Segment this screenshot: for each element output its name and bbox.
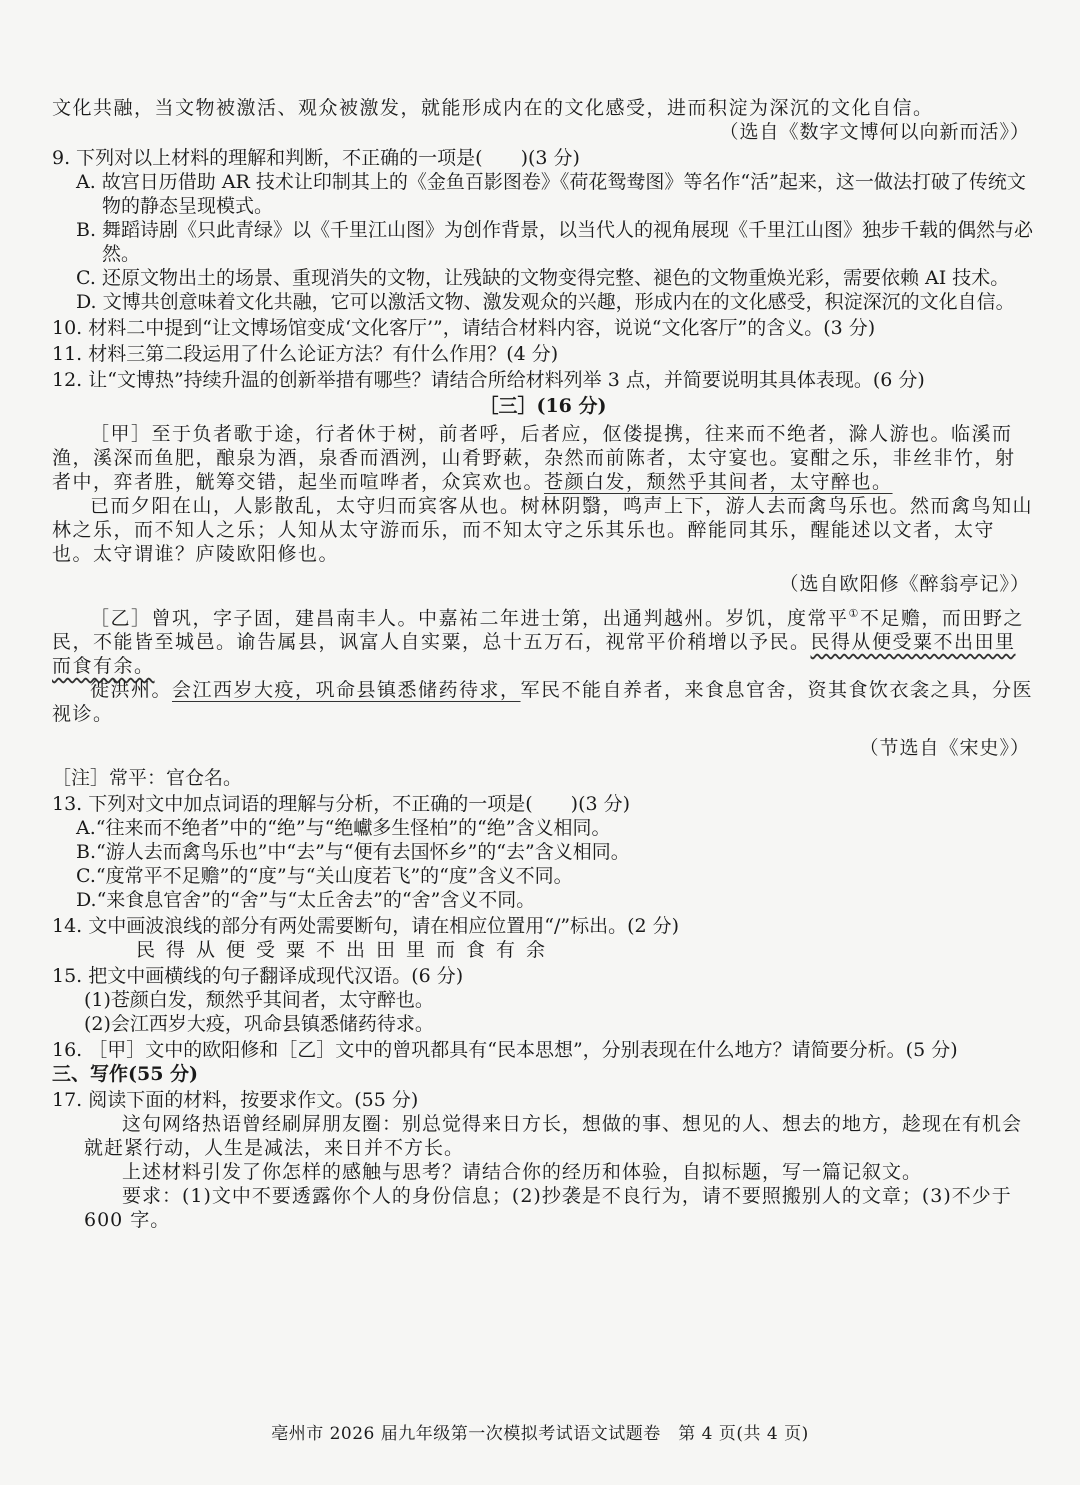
question-13-option-c: C.“度常平不足赡”的“度”与“关山度若飞”的“度”含义不同。	[76, 865, 573, 888]
essay-prompt: 上述材料引发了你怎样的感触与思考？请结合你的经历和体验，自拟标题，写一篇记叙文。	[122, 1161, 923, 1184]
passage-yi-p1-text-a: ［乙］曾巩，字子固，建昌南丰人。中嘉祐二年进士第，出通判越州。岁饥，度常平	[90, 607, 849, 630]
question-14-sentence: 民得从便受粟不出田里而食有余	[136, 939, 557, 962]
passage-yi-wavy-sentence: 民得从便受粟不出田里而食有余。	[52, 631, 1016, 678]
essay-material: 这句网络热语曾经刷屏朋友圈：别总觉得来日方长，想做的事、想见的人、想去的地方，趁现在有机会就赶紧行动，人生是减法，来日并不方长。	[84, 1113, 1023, 1160]
passage-yi-p1-text-b: 不足赡，而田野之民，不能皆至城邑。谕告属县，讽富人自实粟，总十五万石，视常平价稍增以予民。	[52, 607, 1024, 654]
material-source: （选自《数字文博何以向新而活》）	[719, 121, 1030, 143]
question-17-stem: 17. 阅读下面的材料，按要求作文。(55 分)	[52, 1089, 419, 1112]
passage-jia-source: （选自欧阳修《醉翁亭记》）	[779, 573, 1030, 595]
passage-yi-underlined-sentence: 会江西岁大疫，巩命县镇悉储药待求，	[172, 679, 521, 702]
footnote-mark: ①	[848, 607, 860, 620]
writing-section-heading: 三、写作(55 分)	[52, 1063, 199, 1086]
question-15-stem: 15. 把文中画横线的句子翻译成现代汉语。(6 分)	[52, 965, 464, 988]
passage-jia-paragraph-2: 已而夕阳在山，人影散乱，太守归而宾客从也。树林阴翳，鸣声上下，游人去而禽鸟乐也。然而禽鸟知山林之乐，而不知人之乐；人知从太守游而乐，而不知太守之乐其乐也。醉能同其乐，醒能述以文者，太守也。太守谓谁？庐陵欧阳修也。	[52, 495, 1034, 565]
passage-yi-paragraph-1	[52, 602, 1034, 678]
question-15-item-2: (2)会江西岁大疫，巩命县镇悉储药待求。	[84, 1013, 434, 1036]
question-9-option-d: D. 文博共创意味着文化共融，它可以激活文物、激发观众的兴趣，形成内在的文化感受，积淀深沉的文化自信。	[76, 291, 1015, 313]
question-16: 16. ［甲］文中的欧阳修和［乙］文中的曾巩都具有“民本思想”，分别表现在什么地方？请简要分析。(5 分)	[52, 1039, 958, 1062]
passage-yi-p2-text-b: 军民不能自养者，来食息官舍，资其食饮衣衾之具，分医视诊。	[52, 679, 1034, 726]
question-14-stem: 14. 文中画波浪线的部分有两处需要断句，请在相应位置用“/”标出。(2 分)	[52, 915, 680, 938]
question-13-stem: 13. 下列对文中加点词语的理解与分析，不正确的一项是( )(3 分)	[52, 793, 631, 816]
passage-note: ［注］常平：官仓名。	[52, 767, 243, 790]
passage-jia-paragraph-1	[52, 422, 1034, 494]
question-13-option-d: D.“来食息官舍”的“舍”与“太丘舍去”的“舍”含义不同。	[76, 889, 536, 912]
passage-jia-p1-text: ［甲］至于负者歌于途，行者休于树，前者呼，后者应，伛偻提携，往来而不绝者，滁人游也。临溪而渔，溪深而鱼肥，酿泉为酒，泉香而酒洌，山肴野蔌，杂然而前陈者，太守宴也。宴酣之乐，非丝非竹，射者中，弈者胜，觥筹交错，起坐而喧哗者，众宾欢也。	[52, 423, 1016, 493]
question-13-option-b: B.“游人去而禽鸟乐也”中“去”与“便有去国怀乡”的“去”含义相同。	[76, 841, 630, 864]
passage-yi-source: （节选自《宋史》）	[859, 737, 1030, 760]
essay-requirements: 要求：(1)文中不要透露你个人的身份信息；(2)抄袭是不良行为，请不要照搬别人的文章；(3)不少于 600 字。	[84, 1185, 1012, 1232]
passage-yi-p2-text-a: 徙洪州。	[90, 679, 173, 702]
passage-yi-paragraph-2	[52, 678, 1034, 726]
essay-block	[84, 1112, 1034, 1232]
question-9-option-a: A. 故宫日历借助 AR 技术让印制其上的《金鱼百影图卷》《荷花鸳鸯图》等名作“活”起来，这一做法打破了传统文物的静态呈现模式。	[76, 171, 1026, 217]
page-footer: 亳州市 2026 届九年级第一次模拟考试语文试题卷 第 4 页(共 4 页)	[271, 1424, 809, 1444]
material-closing-line: 文化共融，当文物被激活、观众被激发，就能形成内在的文化感受，进而积淀为深沉的文化自信。	[52, 97, 934, 119]
passage-jia-underlined-sentence: 苍颜白发，颓然乎其间者，太守醉也。	[544, 471, 893, 493]
question-9-option-c: C. 还原文物出土的场景、重现消失的文物，让残缺的文物变得完整、褪色的文物重焕光彩，需要依赖 AI 技术。	[76, 267, 1010, 289]
question-9-option-b: B. 舞蹈诗剧《只此青绿》以《千里江山图》为创作背景，以当代人的视角展现《千里江山图》独步千载的偶然与必然。	[76, 219, 1034, 265]
question-15-item-1: (1)苍颜白发，颓然乎其间者，太守醉也。	[84, 989, 434, 1012]
section-3-title: ［三］(16 分)	[479, 395, 607, 417]
question-13-option-a: A.“往来而不绝者”中的“绝”与“绝巘多生怪柏”的“绝”含义相同。	[76, 817, 611, 840]
question-12: 12. 让“文博热”持续升温的创新举措有哪些？请结合所给材料列举 3 点，并简要说明其具体表现。(6 分)	[52, 369, 925, 391]
question-11: 11. 材料三第二段运用了什么论证方法？有什么作用？(4 分)	[52, 343, 559, 365]
question-10: 10. 材料二中提到“让文博场馆变成‘文化客厅’”，请结合材料内容，说说“文化客厅”的含义。(3 分)	[52, 317, 876, 339]
question-9-stem: 9. 下列对以上材料的理解和判断，不正确的一项是( )(3 分)	[52, 147, 580, 169]
